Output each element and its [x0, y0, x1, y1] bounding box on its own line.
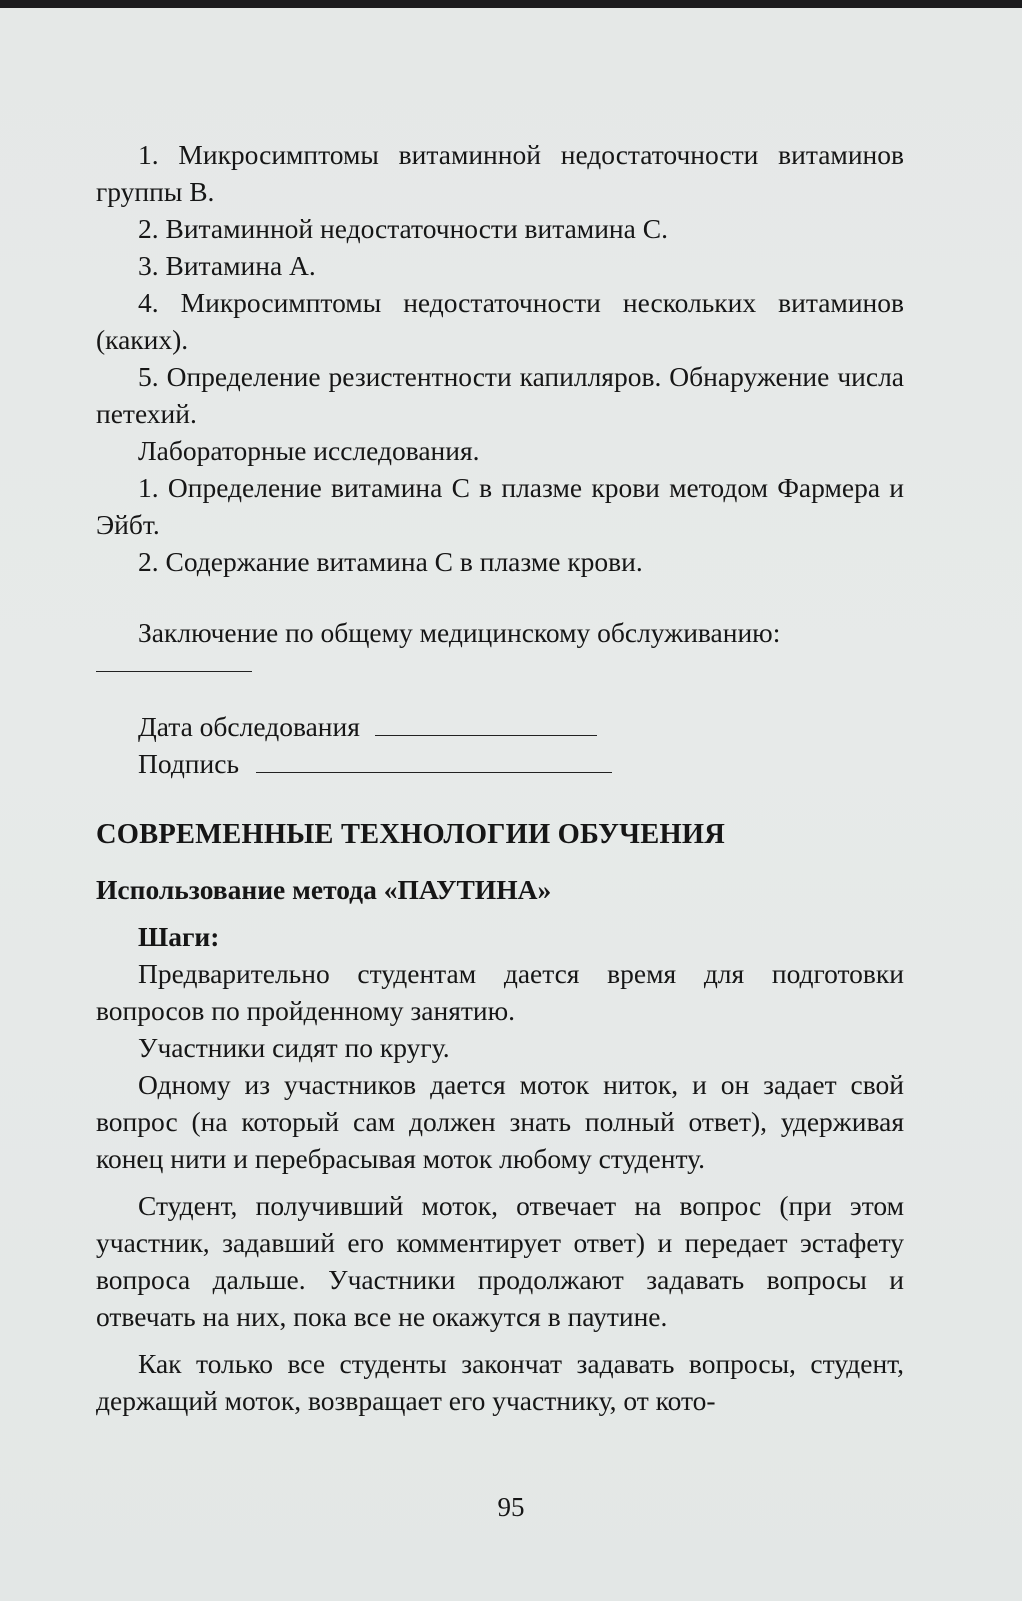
step-paragraph-5: Как только все студенты закончат задавать вопросы, студент, держащий моток, возвращает его участнику, от кото-: [96, 1348, 904, 1416]
step-paragraph-2: Участники сидят по кругу.: [138, 1032, 450, 1063]
page-text: [96, 136, 904, 1419]
exam-date-field: [96, 708, 904, 745]
exam-date-label: Дата обследования: [138, 711, 360, 742]
micro-item-4: 4. Микросимптомы недостаточности нескольких витаминов (каких).: [96, 287, 904, 355]
micro-item-2: 2. Витаминной недостаточности витамина С.: [138, 213, 668, 244]
steps-label: Шаги:: [138, 921, 220, 952]
step-paragraph-4: Студент, получивший моток, отвечает на вопрос (при этом участник, задавший его комментирует ответ) и передает эстафету вопроса дальше. Участники продолжают задавать вопросы и отвечать на них, пока все не окажутся в паутине.: [96, 1190, 904, 1332]
section-subheading: Использование метода «ПАУТИНА»: [96, 874, 552, 905]
conclusion-label: Заключение по общему медицинскому обслуживанию:: [138, 617, 781, 648]
section-heading: СОВРЕМЕННЫЕ ТЕХНОЛОГИИ ОБУЧЕНИЯ: [96, 819, 726, 850]
conclusion-blank-line: [96, 655, 252, 672]
micro-item-1: 1. Микросимптомы витаминной недостаточности витаминов группы В.: [96, 139, 904, 207]
page-number: 95: [497, 1492, 525, 1522]
book-page: [0, 8, 1022, 1601]
lab-title: Лабораторные исследования.: [138, 435, 480, 466]
step-paragraph-1: Предварительно студентам дается время для подготовки вопросов по пройденному занятию.: [96, 958, 904, 1026]
micro-item-5: 5. Определение резистентности капилляров. Обнаружение числа петехий.: [96, 361, 904, 429]
signature-line: [256, 771, 612, 773]
micro-item-3: 3. Витамина А.: [138, 250, 316, 281]
lab-item-2: 2. Содержание витамина С в плазме крови.: [138, 546, 643, 577]
signature-label: Подпись: [138, 748, 239, 779]
exam-date-line: [375, 734, 597, 736]
lab-item-1: 1. Определение витамина С в плазме крови методом Фармера и Эйбт.: [96, 472, 904, 540]
signature-field: [96, 745, 904, 782]
step-paragraph-3: Одному из участников дается моток ниток, и он задает свой вопрос (на который сам должен знать полный ответ), удерживая конец нити и перебрасывая моток любому студенту.: [96, 1069, 904, 1174]
